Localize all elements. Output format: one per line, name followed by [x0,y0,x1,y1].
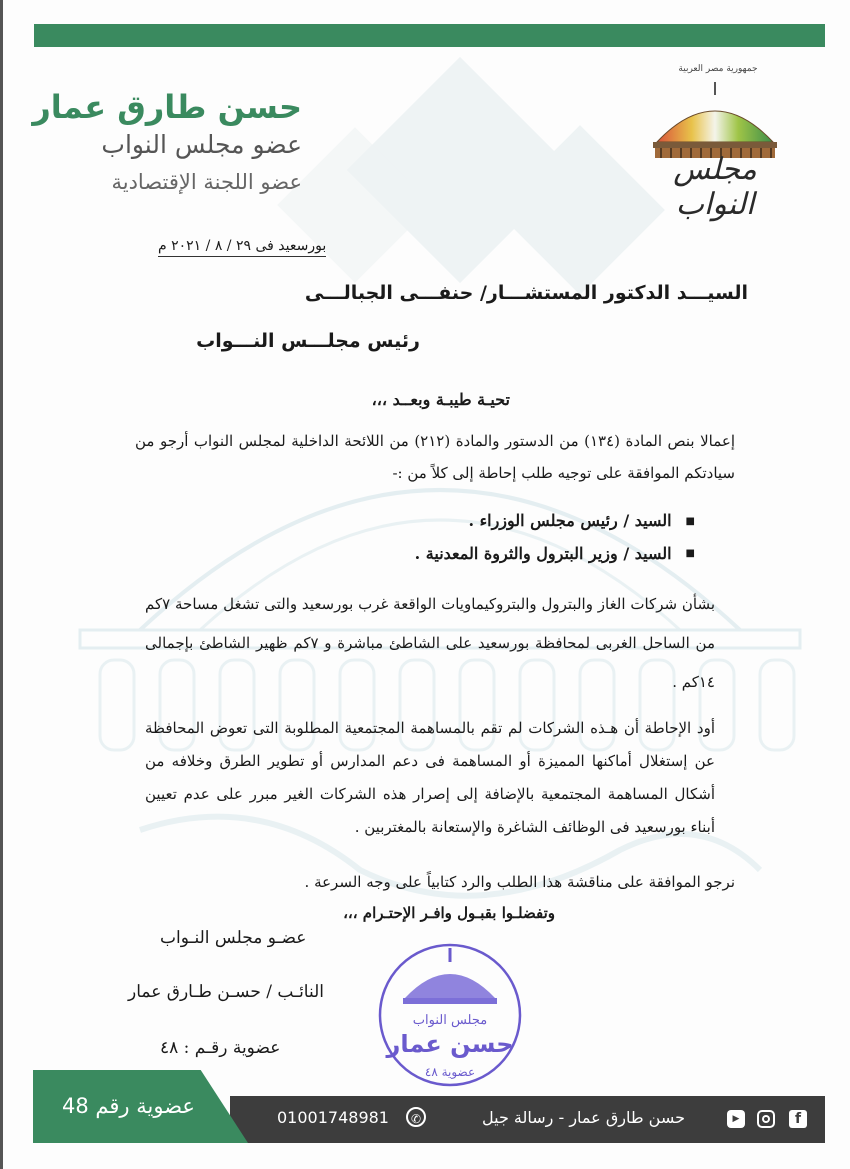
member-name: حسن طارق عمار [32,88,302,126]
stamp-bottom-text: عضوية ٤٨ [424,1065,476,1079]
instagram-icon[interactable] [757,1110,775,1128]
signature-membership: عضوية رقـم : ٤٨ [160,1038,281,1058]
header-green-bar [34,24,825,47]
paragraph-request: نرجو الموافقة على مناقشة هذا الطلب والرد كتابياً على وجه السرعة . [304,873,735,891]
recipient-item: ■ السيد / رئيس مجلس الوزراء . [415,505,695,538]
official-stamp [375,940,525,1090]
logo-title: مجلس النواب [673,152,757,222]
paragraph-subject: بشأن شركات الغاز والبترول والبتروكيماويات الواقعة غرب بورسعيد والتى تشغل مساحة ٧كم من الساحل الغربى لمحافظة بورسعيد على الشاطئ مباشرة و ٧كم ظهير الشاطئ بإجمالى ١٤كم . [145,595,715,691]
phone-icon: ✆ [406,1107,426,1127]
member-role: عضو مجلس النواب [101,130,302,159]
addressee-name: السيـــد الدكتور المستشـــار/ حنفـــى الجبالـــى [304,282,748,304]
stamp-top-text: مجلس النواب [412,1013,488,1028]
closing-line: وتفضلـوا بقبـول وافـر الإحتـرام ،،، [343,904,555,922]
page-edge [0,0,3,1169]
logo-caption: جمهورية مصر العربية [678,64,758,74]
footer-phone-number: 01001748981 [277,1108,389,1127]
paragraph-details: أود الإحاطة أن هـذه الشركات لم تقم بالمساهمة المجتمعية المطلوبة التى تعوض المحافظة عن إستغلال أماكنها المميزة أو المساهمة فى دعم المدارس أو تطوير الطرق وخلافه من أشكال المساهمة المجتمعية بالإضافة إلى إصرار هذه الشركات الغير مبرر على عدم تعيين أبناء بورسعيد فى الوظائف الشاغرة والإستعانة بالمغتربين . [145,719,715,836]
recipients-list [415,505,695,570]
recipient-item: ■ السيد / وزير البترول والثروة المعدنية . [415,538,695,571]
stamp-name: حسن عمار [386,1030,514,1058]
signature-role: عضـو مجلس النـواب [160,928,307,948]
paragraph-intro: إعمالا بنص المادة (١٣٤) من الدستور والمادة (٢١٢) من اللائحة الداخلية لمجلس النواب أرجو من سيادتكم الموافقة على توجيه طلب إحاطة إلى كلاً من :- [135,432,735,482]
addressee-title: رئيس مجلـــس النـــواب [196,330,420,352]
greeting: تحيـة طيبـة وبعــد ،،، [371,390,510,409]
member-committee: عضو اللجنة الإقتصادية [111,170,302,194]
footer-social-handle: حسن طارق عمار - رسالة جيل [482,1108,685,1127]
footer-membership-number: عضوية رقم 48 [62,1094,195,1118]
signature-name: النائـب / حسـن طـارق عمار [128,982,325,1002]
facebook-icon[interactable]: f [789,1110,807,1128]
youtube-icon[interactable]: ▶ [727,1110,745,1128]
letter-date: بورسعيد فى ٢٩ / ٨ / ٢٠٢١ م [158,238,326,257]
